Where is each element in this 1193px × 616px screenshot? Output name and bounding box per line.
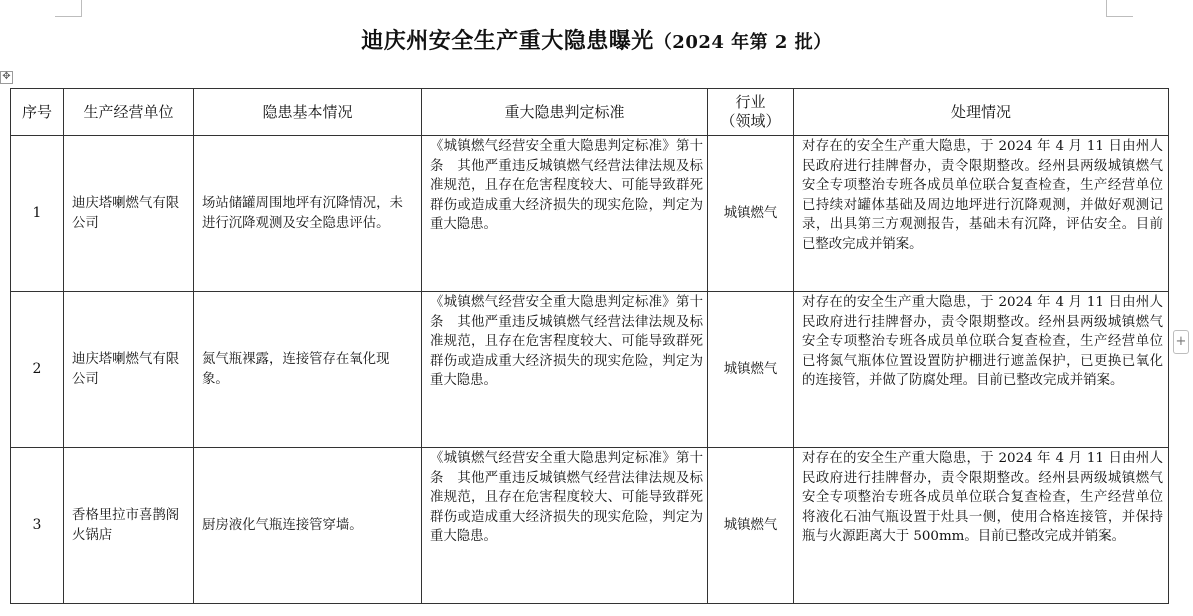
row-basic: 场站储罐周围地坪有沉降情况，未进行沉降观测及安全隐患评估。 (194, 136, 422, 292)
header-industry (708, 89, 794, 136)
header-industry-line1: 行业 (735, 93, 766, 111)
row-standard: 《城镇燃气经营安全重大隐患判定标准》第十条 其他严重违反城镇燃气经营法律法规及标准规范，且存在危害程度较大、可能导致群死群伤或造成重大经济损失的现实危险，判定为重大隐患。 (422, 136, 708, 292)
title-batch: （2024 年第 2 批） (653, 32, 832, 53)
header-standard: 重大隐患判定标准 (422, 89, 708, 136)
row-handling: 对存在的安全生产重大隐患，于 2024 年 4 月 11 日由州人民政府进行挂牌督办，责令限期整改。经州县两级城镇燃气安全专项整治专班各成员单位联合复查检查，生产经营单位已将氮气瓶体位置设置防护棚进行遮盖保护，已更换已氧化的连接管，并做了防腐处理。目前已整改完成并销案。 (794, 292, 1169, 448)
row-industry: 城镇燃气 (708, 448, 794, 604)
page-corner-mark-top-right (1106, 0, 1133, 17)
row-unit: 迪庆塔喇燃气有限公司 (64, 136, 194, 292)
page-corner-mark-top-left (55, 0, 82, 17)
title-main: 迪庆州安全生产重大隐患曝光 (361, 28, 654, 54)
row-standard: 《城镇燃气经营安全重大隐患判定标准》第十条 其他严重违反城镇燃气经营法律法规及标准规范，且存在危害程度较大、可能导致群死群伤或造成重大经济损失的现实危险，判定为重大隐患。 (422, 292, 708, 448)
table-move-handle-icon[interactable]: ✥ (0, 71, 13, 84)
row-seq: 2 (11, 292, 64, 448)
row-unit: 香格里拉市喜鹊阁火锅店 (64, 448, 194, 604)
header-basic: 隐患基本情况 (194, 89, 422, 136)
header-industry-line2: （领域） (720, 112, 781, 130)
header-unit: 生产经营单位 (64, 89, 194, 136)
row-handling: 对存在的安全生产重大隐患，于 2024 年 4 月 11 日由州人民政府进行挂牌督办，责令限期整改。经州县两级城镇燃气安全专项整治专班各成员单位联合复查检查，生产经营单位已持续对罐体基础及周边地坪进行沉降观测，并做好观测记录，出具第三方观测报告，基础未有沉降，评估安全。目前已整改完成并销案。 (794, 136, 1169, 292)
header-seq: 序号 (11, 89, 64, 136)
row-handling: 对存在的安全生产重大隐患，于 2024 年 4 月 11 日由州人民政府进行挂牌督办，责令限期整改。经州县两级城镇燃气安全专项整治专班各成员单位联合复查检查，生产经营单位将液化石油气瓶设置于灶具一侧，使用合格连接管，并保持瓶与火源距离大于 500mm。目前已整改完成并销案。 (794, 448, 1169, 604)
row-industry: 城镇燃气 (708, 292, 794, 448)
row-seq: 1 (11, 136, 64, 292)
row-unit: 迪庆塔喇燃气有限公司 (64, 292, 194, 448)
row-basic: 厨房液化气瓶连接管穿墙。 (194, 448, 422, 604)
table-header-row (11, 89, 1169, 136)
row-industry: 城镇燃气 (708, 136, 794, 292)
hazard-table (10, 88, 1169, 604)
table-row (11, 292, 1169, 448)
table-row (11, 136, 1169, 292)
row-seq: 3 (11, 448, 64, 604)
page-title (0, 24, 1193, 55)
table-row (11, 448, 1169, 604)
header-handling: 处理情况 (794, 89, 1169, 136)
row-standard: 《城镇燃气经营安全重大隐患判定标准》第十条 其他严重违反城镇燃气经营法律法规及标准规范，且存在危害程度较大、可能导致群死群伤或造成重大经济损失的现实危险，判定为重大隐患。 (422, 448, 708, 604)
add-column-icon[interactable]: + (1173, 330, 1189, 354)
row-basic: 氮气瓶裸露，连接管存在氧化现象。 (194, 292, 422, 448)
